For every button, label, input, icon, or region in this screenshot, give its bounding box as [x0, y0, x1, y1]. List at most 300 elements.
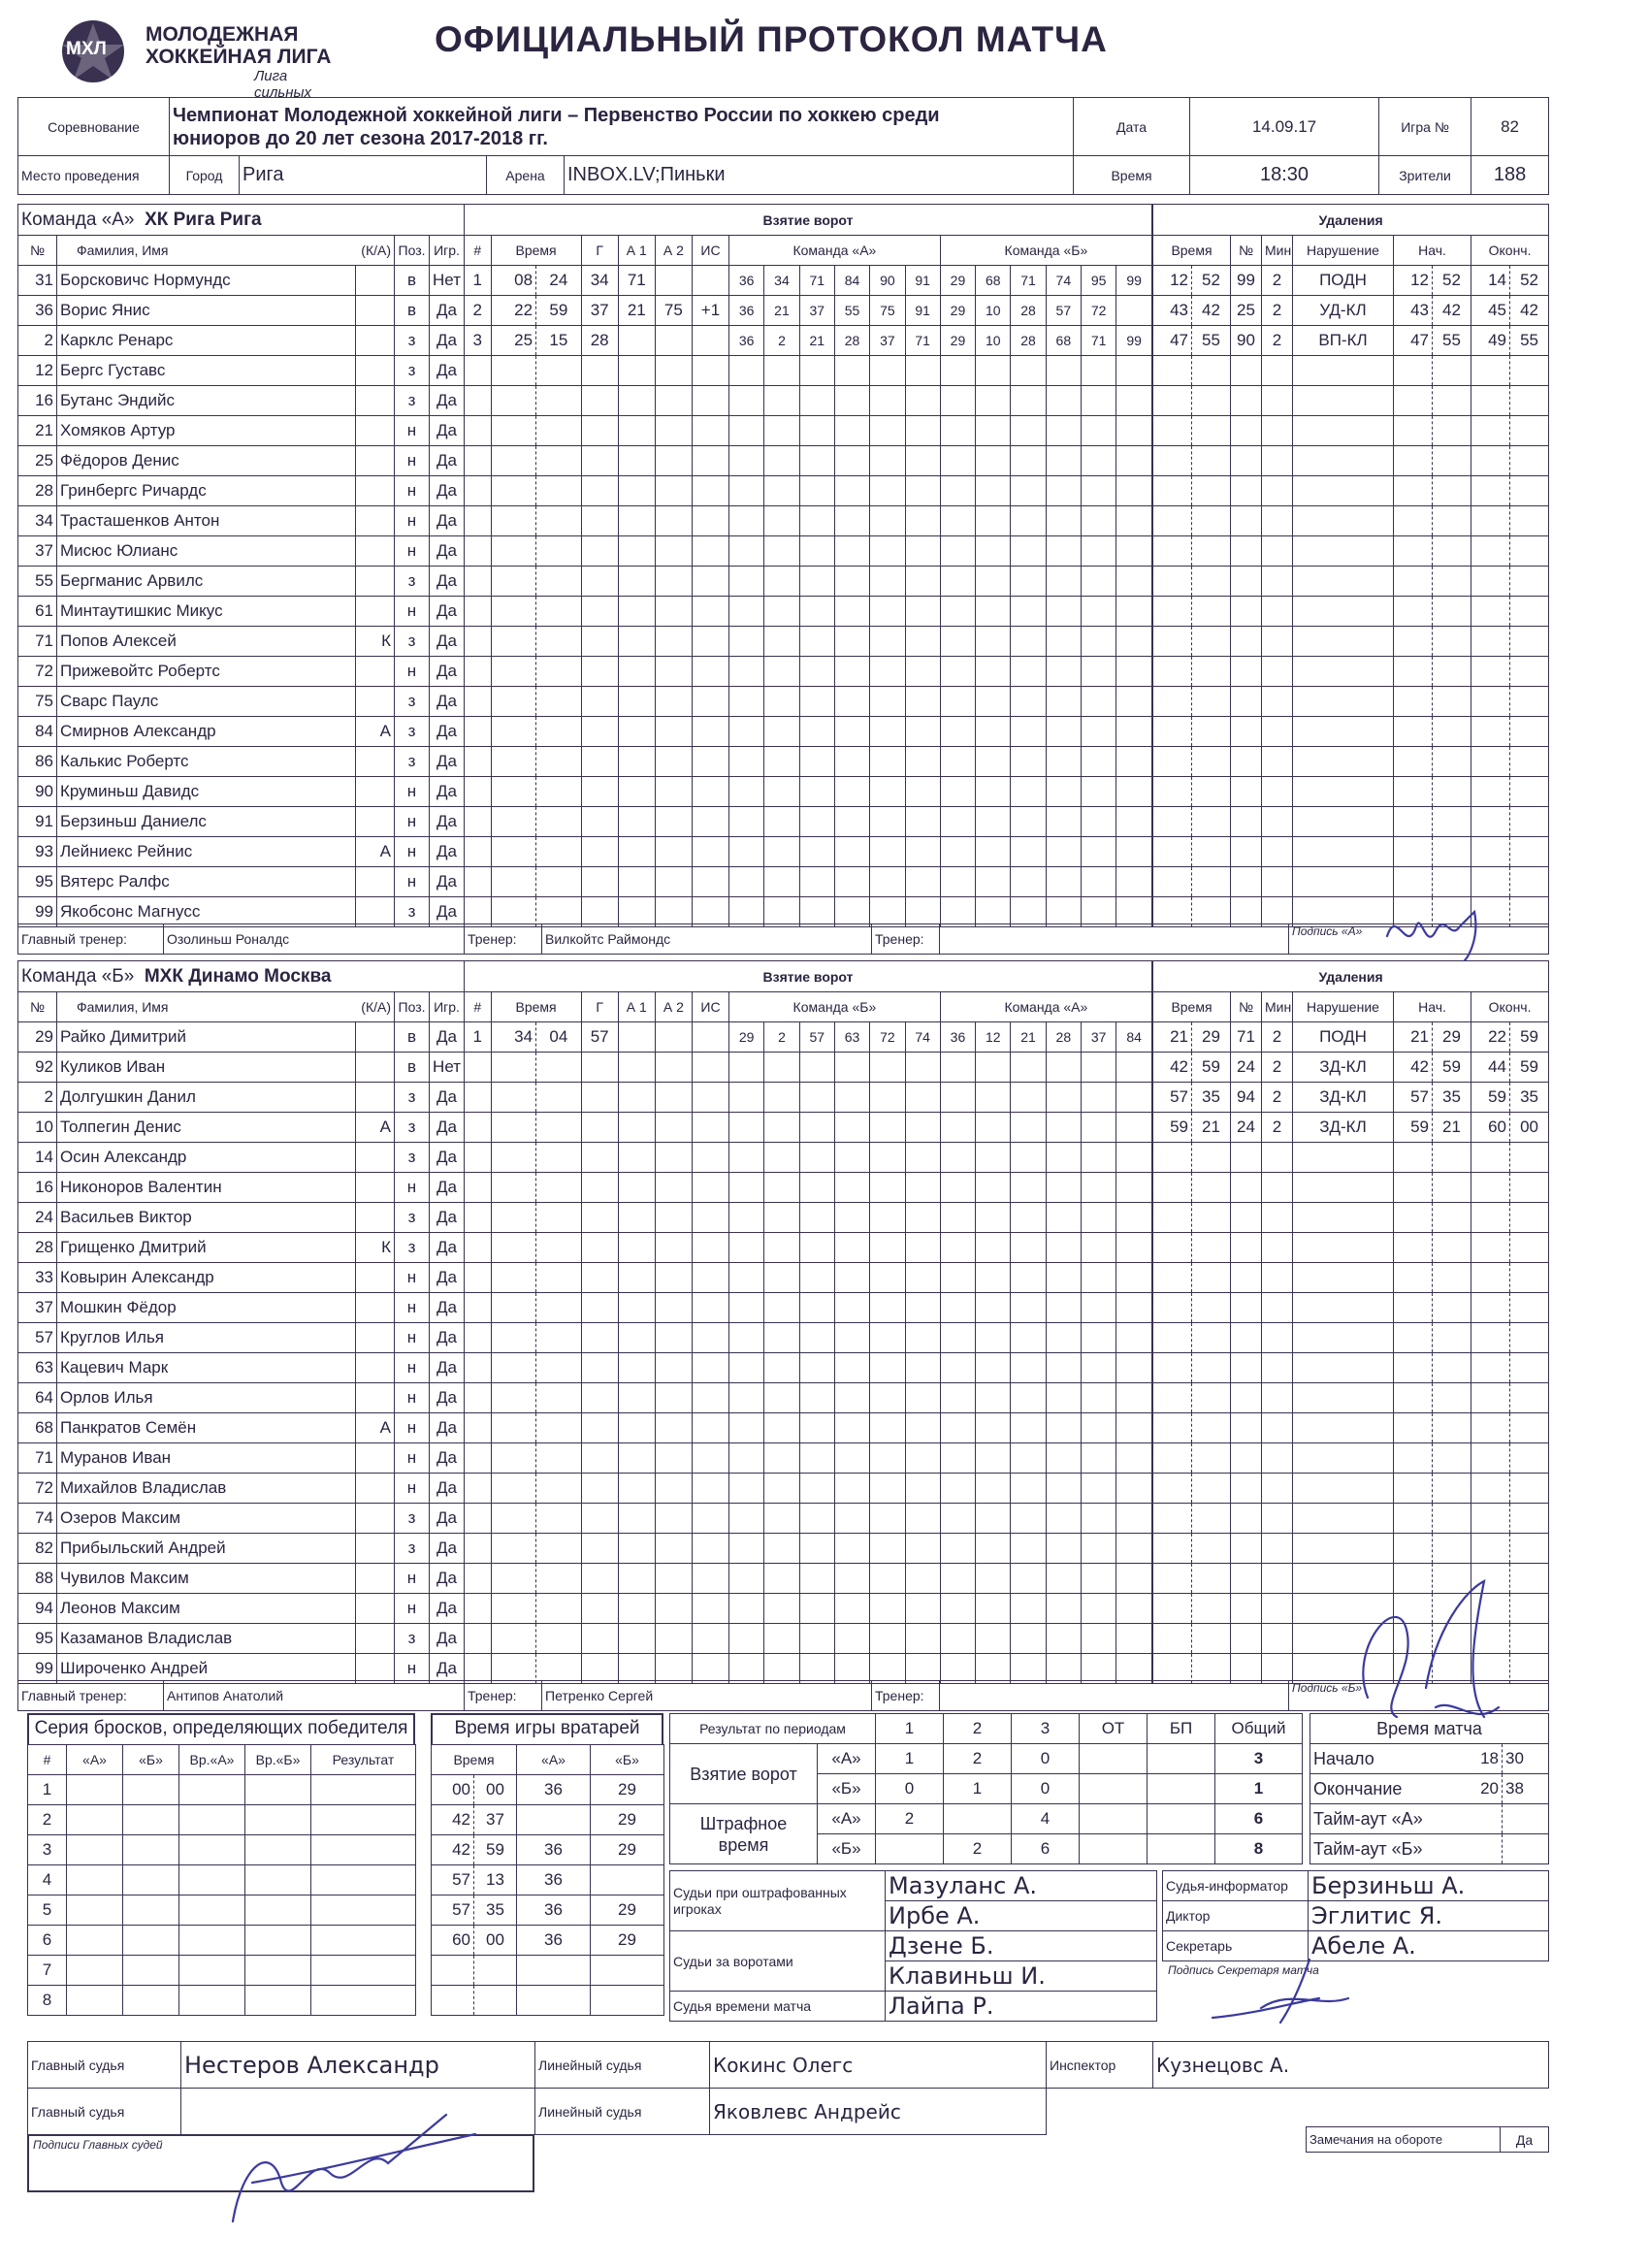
cell: н: [395, 1594, 430, 1624]
cell: Петренко Сергей: [542, 1681, 872, 1711]
player-row: [18, 326, 465, 356]
cell: [764, 476, 799, 506]
cell: [799, 1203, 834, 1233]
cell: [356, 296, 395, 326]
cell: [1011, 1203, 1046, 1233]
cell: [1192, 897, 1231, 927]
cell: [1231, 1443, 1262, 1474]
cell: [692, 1383, 728, 1413]
cell: [1081, 1323, 1116, 1353]
cell: [1471, 1413, 1510, 1443]
cell: 95: [18, 1624, 57, 1654]
cell: [729, 536, 764, 567]
cell: [764, 567, 799, 597]
cell: [764, 1413, 799, 1443]
goal-row: [465, 687, 1152, 717]
cell: [1231, 416, 1262, 446]
goal-row: [465, 1022, 1152, 1053]
cell: [491, 1053, 536, 1083]
cell: [876, 1834, 944, 1864]
cell: [655, 1053, 692, 1083]
pen-judges-label: Судьи при оштрафованных игроках: [670, 1871, 886, 1931]
cell: Тренер:: [872, 1681, 940, 1711]
team-name: МХК Динамо Москва: [144, 965, 332, 987]
cell: [618, 1624, 655, 1654]
goal-row: [465, 1293, 1152, 1323]
cell: [618, 1564, 655, 1594]
cell: 29: [940, 326, 975, 356]
cell: [491, 867, 536, 897]
goal-row: [465, 1323, 1152, 1353]
cell: [356, 1504, 395, 1534]
cell: [1046, 1143, 1081, 1173]
cell: [1510, 1323, 1549, 1353]
cell: [1510, 536, 1549, 567]
cell: з: [395, 1504, 430, 1534]
cell: [1293, 1413, 1394, 1443]
cell: [870, 1413, 905, 1443]
cell: [1262, 1474, 1293, 1504]
shootout-title: Серия бросков, определяющих победителя: [27, 1713, 415, 1744]
cell: [465, 1443, 492, 1474]
cell: 91: [18, 807, 57, 837]
main-ref-1: Нестеров Александр: [181, 2042, 535, 2089]
cell: ЗД-КЛ: [1293, 1083, 1394, 1113]
cell: [940, 924, 1289, 955]
cell: [618, 1594, 655, 1624]
cell: [905, 717, 940, 747]
cell: [491, 777, 536, 807]
cell: 6: [1012, 1834, 1080, 1864]
cell: 33: [18, 1263, 57, 1293]
cell: [764, 1504, 799, 1534]
cell: [729, 1474, 764, 1504]
cell: [1262, 1173, 1293, 1203]
cell: [976, 1413, 1011, 1443]
cell: [1262, 1624, 1293, 1654]
cell: [581, 807, 618, 837]
cell: [536, 356, 582, 386]
cell: [536, 1323, 582, 1353]
goal-row: [465, 897, 1152, 927]
cell: [1081, 717, 1116, 747]
cell: [1046, 1173, 1081, 1203]
cell: [465, 1353, 492, 1383]
cell: [1510, 1594, 1549, 1624]
cell: [655, 1504, 692, 1534]
cell: 29: [18, 1022, 57, 1053]
cell: [1116, 1624, 1152, 1654]
cell: [976, 747, 1011, 777]
cell: [1081, 1083, 1116, 1113]
cell: [1153, 867, 1192, 897]
player-row: [18, 597, 465, 627]
cell: [729, 1113, 764, 1143]
cell: [491, 1474, 536, 1504]
cell: [581, 687, 618, 717]
cell: [799, 476, 834, 506]
secretary-sign-label: Подпись Секретаря матча: [1168, 1963, 1319, 1977]
cell: [1046, 1474, 1081, 1504]
cell: [976, 1474, 1011, 1504]
cell: [764, 807, 799, 837]
cell: Время: [491, 992, 581, 1022]
cell: [692, 1143, 728, 1173]
cell: [1231, 536, 1262, 567]
cell: 90: [1231, 326, 1262, 356]
cell: Да: [430, 446, 465, 476]
cell: [764, 1534, 799, 1564]
cell: Время: [1153, 992, 1231, 1022]
cell: [618, 1173, 655, 1203]
cell: «А»: [67, 1745, 123, 1775]
cell: [1081, 1624, 1116, 1654]
cell: [1394, 1203, 1433, 1233]
cell: [618, 657, 655, 687]
cell: [729, 1383, 764, 1413]
officials-table: [669, 1870, 1157, 2022]
cell: 71: [18, 1443, 57, 1474]
cell: [764, 597, 799, 627]
cell: [729, 1624, 764, 1654]
cell: [799, 1383, 834, 1413]
cell: [834, 1053, 869, 1083]
cell: 55: [1510, 326, 1549, 356]
cell: [729, 687, 764, 717]
cell: [834, 897, 869, 927]
cell: [940, 1564, 975, 1594]
cell: 6: [28, 1926, 67, 1956]
cell: 13: [474, 1865, 517, 1895]
cell: [1510, 657, 1549, 687]
cell: 22: [491, 296, 536, 326]
cell: 36: [729, 326, 764, 356]
cell: [1116, 446, 1152, 476]
cell: [799, 717, 834, 747]
cell: [465, 1504, 492, 1534]
cell: 52: [1510, 266, 1549, 296]
cell: [536, 717, 582, 747]
cell: [764, 1293, 799, 1323]
cell: [536, 1053, 582, 1083]
cell: 28: [1011, 296, 1046, 326]
cell: [976, 1263, 1011, 1293]
cell: [1116, 717, 1152, 747]
cell: [870, 1534, 905, 1564]
cell: [1433, 687, 1471, 717]
cell: 95: [18, 867, 57, 897]
cell: [940, 1143, 975, 1173]
player-row: [18, 627, 465, 657]
cell: н: [395, 1413, 430, 1443]
penalty-row: [1153, 1474, 1549, 1504]
cell: [940, 356, 975, 386]
cell: [356, 867, 395, 897]
cell: 45: [1471, 296, 1510, 326]
cell: [465, 1474, 492, 1504]
cell: [655, 837, 692, 867]
cell: [799, 1534, 834, 1564]
cell: [1116, 356, 1152, 386]
cell: [1510, 446, 1549, 476]
cell: [1153, 897, 1192, 927]
player-row: [18, 1083, 465, 1113]
cell: [1153, 1564, 1192, 1594]
cell: [356, 1534, 395, 1564]
cell: [1433, 1323, 1471, 1353]
cell: Осин Александр: [57, 1143, 356, 1173]
cell: [729, 777, 764, 807]
player-row: [18, 506, 465, 536]
cell: 34: [18, 506, 57, 536]
cell: [655, 567, 692, 597]
cell: [1116, 597, 1152, 627]
cell: н: [395, 1564, 430, 1594]
cell: [729, 476, 764, 506]
cell: Да: [430, 506, 465, 536]
cell: 72: [870, 1022, 905, 1053]
cell: [581, 1383, 618, 1413]
cell: [764, 897, 799, 927]
cell: [536, 597, 582, 627]
cell: [618, 867, 655, 897]
cell: [870, 1293, 905, 1323]
cell: [536, 657, 582, 687]
cell: 59: [1192, 1053, 1231, 1083]
cell: [356, 356, 395, 386]
cell: [1046, 1263, 1081, 1293]
period-row: [670, 1804, 1303, 1834]
cell: н: [395, 837, 430, 867]
cell: Подпись «Б»: [1289, 1681, 1549, 1711]
cell: [356, 807, 395, 837]
cell: [729, 446, 764, 476]
cell: [1046, 1203, 1081, 1233]
spectators-value: 188: [1471, 156, 1549, 195]
cell: [1011, 1474, 1046, 1504]
cell: 2: [764, 326, 799, 356]
city-value: Рига: [240, 156, 487, 195]
cell: н: [395, 1353, 430, 1383]
cell: «Б»: [818, 1834, 876, 1864]
cell: №: [1231, 236, 1262, 266]
cell: [581, 1353, 618, 1383]
cell: [581, 1504, 618, 1534]
cell: Время: [432, 1745, 517, 1775]
cell: [1293, 356, 1394, 386]
cell: [356, 1203, 395, 1233]
comp-label: Соревнование: [18, 98, 170, 156]
cell: [834, 1293, 869, 1323]
cell: Панкратов Семён: [57, 1413, 356, 1443]
cell: [940, 837, 975, 867]
cell: [940, 1233, 975, 1263]
cell: [491, 386, 536, 416]
cell: [692, 807, 728, 837]
cell: [905, 1233, 940, 1263]
cell: [1293, 747, 1394, 777]
cell: [940, 597, 975, 627]
cell: [1192, 1534, 1231, 1564]
cell: БП: [1148, 1714, 1215, 1744]
cell: [618, 1534, 655, 1564]
cell: 84: [834, 266, 869, 296]
cell: 57: [432, 1865, 474, 1895]
penalty-row: [1153, 567, 1549, 597]
cell: [1081, 567, 1116, 597]
cell: 42: [432, 1805, 474, 1835]
cell: [465, 1263, 492, 1293]
cell: [1116, 1534, 1152, 1564]
cell: [834, 807, 869, 837]
cell: [655, 627, 692, 657]
cell: 57: [1046, 296, 1081, 326]
cell: [491, 1293, 536, 1323]
cell: Тренер:: [465, 924, 542, 955]
cell: 1: [1215, 1774, 1303, 1804]
cell: [465, 687, 492, 717]
goal-row: [465, 807, 1152, 837]
cell: [1011, 597, 1046, 627]
cell: [1293, 717, 1394, 747]
cell: [799, 777, 834, 807]
cell: [692, 1353, 728, 1383]
cell: [1231, 1654, 1262, 1684]
cell: [764, 1083, 799, 1113]
cell: [729, 416, 764, 446]
cell: Хомяков Артур: [57, 416, 356, 446]
cell: [1046, 747, 1081, 777]
cell: [1262, 567, 1293, 597]
cell: Бергс Густавс: [57, 356, 356, 386]
cell: [618, 1203, 655, 1233]
cell: 16: [18, 386, 57, 416]
cell: [692, 1203, 728, 1233]
cell: [976, 687, 1011, 717]
cell: [581, 1624, 618, 1654]
cell: [940, 1053, 975, 1083]
cell: Команда «Б»: [729, 992, 941, 1022]
cell: [1153, 446, 1192, 476]
cell: [618, 897, 655, 927]
cell: Команда «Б»: [940, 236, 1151, 266]
cell: 63: [18, 1353, 57, 1383]
cell: [870, 747, 905, 777]
cell: [1471, 1173, 1510, 1203]
cell: Штрафное время: [670, 1804, 818, 1864]
cell: [1433, 717, 1471, 747]
cell: Да: [430, 597, 465, 627]
cell: А 2: [655, 236, 692, 266]
cell: Озеров Максим: [57, 1504, 356, 1534]
cell: [976, 1383, 1011, 1413]
staff-table: [1162, 1870, 1549, 1961]
cell: [1153, 1293, 1192, 1323]
cell: [1153, 1654, 1192, 1684]
goal-row: [465, 1173, 1152, 1203]
cell: [655, 1263, 692, 1293]
cell: Вилкойтс Раймондс: [542, 924, 872, 955]
cell: [940, 717, 975, 747]
end-hour: 20: [1456, 1774, 1503, 1804]
cell: [1510, 1564, 1549, 1594]
goal-row: [465, 567, 1152, 597]
cell: [581, 1053, 618, 1083]
cell: Прижевойтс Робертс: [57, 657, 356, 687]
player-row: [18, 897, 465, 927]
cell: [1394, 386, 1433, 416]
cell: [465, 627, 492, 657]
cell: [729, 1353, 764, 1383]
cell: [1011, 536, 1046, 567]
cell: [356, 747, 395, 777]
cell: Бергманис Арвилс: [57, 567, 356, 597]
cell: [1510, 627, 1549, 657]
cell: [870, 687, 905, 717]
cell: 0: [876, 1774, 944, 1804]
cell: [729, 1083, 764, 1113]
cell: Игр.: [430, 992, 465, 1022]
cell: [1394, 1143, 1433, 1173]
player-row: [18, 296, 465, 326]
cell: [692, 1504, 728, 1534]
cell: [1510, 1624, 1549, 1654]
cell: [1046, 657, 1081, 687]
cell: [536, 807, 582, 837]
cell: Фамилия, Имя: [77, 999, 169, 1015]
cell: [1153, 1474, 1192, 1504]
cell: [465, 1233, 492, 1263]
cell: Круминьш Давидс: [57, 777, 356, 807]
cell: [1471, 1203, 1510, 1233]
cell: [1433, 747, 1471, 777]
cell: [940, 1353, 975, 1383]
player-row: [18, 1504, 465, 1534]
cell: [356, 1263, 395, 1293]
cell: [870, 1504, 905, 1534]
cell: [1471, 536, 1510, 567]
cell: [940, 1263, 975, 1293]
cell: Попов Алексей: [57, 627, 356, 657]
cell: [1394, 356, 1433, 386]
cell: [655, 1594, 692, 1624]
cell: [1153, 1413, 1192, 1443]
goal-row: [465, 1383, 1152, 1413]
cell: [1192, 1143, 1231, 1173]
cell: [834, 1383, 869, 1413]
cell: [465, 1383, 492, 1413]
cell: н: [395, 657, 430, 687]
cell: [536, 897, 582, 927]
cell: в: [395, 1022, 430, 1053]
cell: [1231, 567, 1262, 597]
ref-sign-label: Подписи Главных судей: [33, 2138, 163, 2152]
cell: [465, 567, 492, 597]
player-row: [18, 1022, 465, 1053]
cell: [870, 446, 905, 476]
cell: [834, 1233, 869, 1263]
cell: [870, 1594, 905, 1624]
cell: Взятие ворот: [465, 205, 1152, 236]
cell: [940, 1681, 1289, 1711]
cell: [1192, 1594, 1231, 1624]
cell: [655, 1143, 692, 1173]
cell: [1262, 1564, 1293, 1594]
cell: [1192, 1654, 1231, 1684]
cell: [834, 1443, 869, 1474]
cell: 99: [18, 897, 57, 927]
cell: [764, 1564, 799, 1594]
